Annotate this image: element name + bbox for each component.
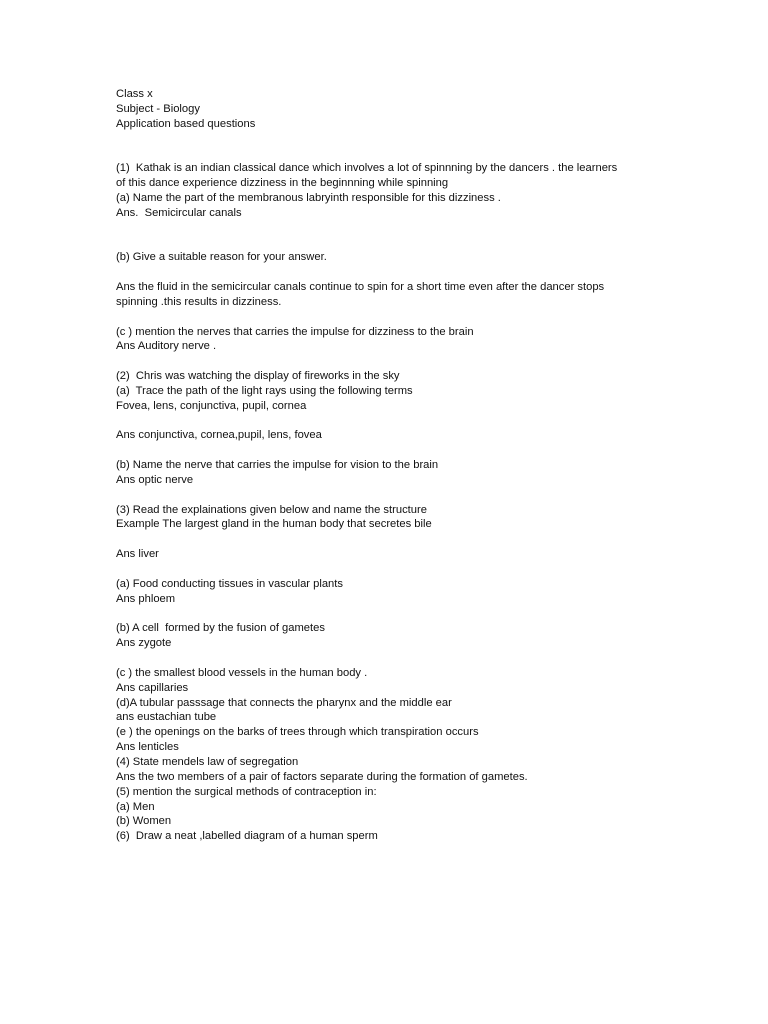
q3b-question: (b) A cell formed by the fusion of gametes (116, 622, 325, 635)
spacer (116, 146, 656, 161)
q1c-answer: Ans Auditory nerve . (116, 340, 217, 353)
q3b-answer: Ans zygote (116, 637, 172, 650)
q2a-question: (a) Trace the path of the light rays using the following terms (116, 384, 413, 397)
q1a-question: (a) Name the part of the membranous labryinth responsible for this dizziness . (116, 191, 501, 204)
class-line: Class x (116, 88, 153, 100)
spacer (116, 443, 656, 458)
q1b-question: (b) Give a suitable reason for your answer. (116, 251, 327, 264)
q3a-question: (a) Food conducting tissues in vascular plants (116, 577, 343, 590)
q2b-answer: Ans optic nerve (116, 473, 194, 486)
q3d-answer: ans eustachian tube (116, 711, 217, 724)
q3c-question: (c ) the smallest blood vessels in the human body . (116, 666, 368, 679)
q3d-question: (d)A tubular passsage that connects the pharynx and the middle ear (116, 696, 452, 709)
spacer (116, 221, 656, 236)
q2a-answer: Ans conjunctiva, cornea,pupil, lens, fovea (116, 429, 322, 442)
q6-question: (6) Draw a neat ,labelled diagram of a human sperm (116, 830, 378, 843)
spacer (116, 607, 656, 622)
q5-question: (5) mention the surgical methods of contraception in: (116, 785, 377, 798)
q1b-answer-line1: Ans the fluid in the semicircular canals continue to spin for a short time even after the dancer stops (116, 280, 605, 293)
q3e-answer: Ans lenticles (116, 741, 179, 754)
q1a-answer: Ans. Semicircular canals (116, 206, 242, 219)
spacer (116, 265, 656, 280)
q3-example: Example The largest gland in the human body that secretes bile (116, 518, 432, 531)
spacer (116, 562, 656, 577)
spacer (116, 132, 656, 147)
q3c-answer: Ans capillaries (116, 681, 189, 694)
q2-stem: (2) Chris was watching the display of fireworks in the sky (116, 370, 400, 383)
q4-answer: Ans the two members of a pair of factors separate during the formation of gametes. (116, 770, 528, 783)
spacer (116, 488, 656, 503)
q1b-answer-line2: spinning .this results in dizziness. (116, 295, 282, 308)
spacer (116, 414, 656, 429)
q3a-answer: Ans phloem (116, 592, 176, 605)
q1-stem-line2: of this dance experience dizziness in the beginnning while spinning (116, 177, 449, 190)
q4-question: (4) State mendels law of segregation (116, 755, 299, 768)
subject-line: Subject - Biology (116, 102, 200, 115)
document-body (116, 87, 656, 844)
q2a-terms: Fovea, lens, conjunctiva, pupil, cornea (116, 399, 307, 412)
q5b-item: (b) Women (116, 815, 172, 828)
q3-example-answer: Ans liver (116, 548, 159, 561)
q5a-item: (a) Men (116, 800, 155, 813)
q3-stem: (3) Read the explainations given below and name the structure (116, 503, 427, 516)
document-type-line: Application based questions (116, 117, 256, 130)
spacer (116, 532, 656, 547)
q1c-question: (c ) mention the nerves that carries the impulse for dizziness to the brain (116, 325, 474, 338)
spacer (116, 235, 656, 250)
q1-stem-line1: (1) Kathak is an indian classical dance which involves a lot of spinnning by the dancers . the learners (116, 162, 618, 175)
spacer (116, 354, 656, 369)
q2b-question: (b) Name the nerve that carries the impulse for vision to the brain (116, 459, 439, 472)
q3e-question: (e ) the openings on the barks of trees through which transpiration occurs (116, 726, 479, 739)
spacer (116, 310, 656, 325)
spacer (116, 651, 656, 666)
